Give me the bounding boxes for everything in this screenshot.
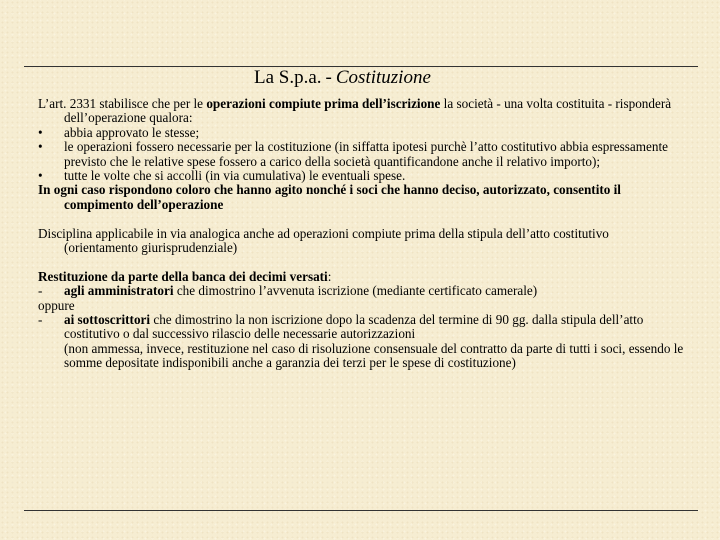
bullet-marker: • [38, 139, 43, 155]
bullet-item [38, 140, 684, 169]
bullet-marker: • [38, 124, 43, 140]
dash-item-text: che dimostrino la non iscrizione dopo la scadenza del termine di 90 gg. dalla stipula dell’atto costitutivo o dal successivo rilascio delle necessarie autorizzazioni [64, 312, 644, 342]
bottom-divider [24, 510, 698, 511]
dash-marker: - [38, 283, 43, 299]
slide-body [38, 97, 684, 371]
intro-text: L’art. 2331 stabilisce che per le [38, 96, 207, 111]
spacer [38, 212, 684, 226]
bold-statement-text: In ogni caso rispondono coloro che hanno agito nonché i soci che hanno deciso, autorizzato, consentito il compimento dell’operazione [38, 182, 621, 212]
bullet-item [38, 169, 684, 183]
restitution-heading-colon: : [327, 268, 332, 284]
dash-marker: - [38, 312, 43, 328]
analogy-paragraph: Disciplina applicabile in via analogica anche ad operazioni compiute prima della stipula dell’atto costitutivo (orientamento giurisprudenziale) [38, 225, 609, 256]
dash-item-bold: ai sottoscrittori [64, 312, 151, 328]
oppure-text: oppure [38, 297, 75, 313]
bold-statement [38, 183, 684, 212]
title-main: La S.p.a. [254, 67, 322, 88]
title-italic: Costituzione [335, 67, 431, 88]
bullet-text: abbia approvato le stesse; [64, 124, 200, 140]
bullet-text: tutte le volte che si accolli (in via cumulativa) le eventuali spese. [64, 168, 406, 184]
intro-bold: operazioni compiute prima dell’iscrizione [206, 96, 441, 111]
bullet-marker: • [38, 168, 43, 184]
restitution-heading [38, 270, 684, 284]
dash-item [38, 284, 684, 298]
intro-rest: la società - una volta costituita - risponderà dell’operazione qualora: [64, 96, 672, 126]
bullet-text: le operazioni fossero necessarie per la costituzione (in siffatta ipotesi purchè l’atto costitutivo abbia espressamente previsto che le relative spese fossero a carico della società quantificandone anche il relativo importo); [64, 139, 668, 169]
dash-item-text: che dimostrino l’avvenuta iscrizione (mediante certificato camerale) [173, 283, 538, 299]
slide-title [254, 67, 431, 89]
spacer [38, 255, 684, 269]
bullet-item [38, 126, 684, 140]
restitution-heading-bold: Restituzione da parte della banca dei decimi versati [38, 268, 328, 284]
dash-item [38, 313, 684, 342]
title-separator: - [325, 67, 332, 88]
dash-item-bold: agli amministratori [64, 283, 174, 299]
restitution-note: (non ammessa, invece, restituzione nel caso di risoluzione consensuale del contratto da parte di tutti i soci, essendo le somme depositate indisponibili anche a garanzia dei terzi per le spese di costituzione) [64, 340, 684, 371]
intro-paragraph [38, 97, 684, 126]
